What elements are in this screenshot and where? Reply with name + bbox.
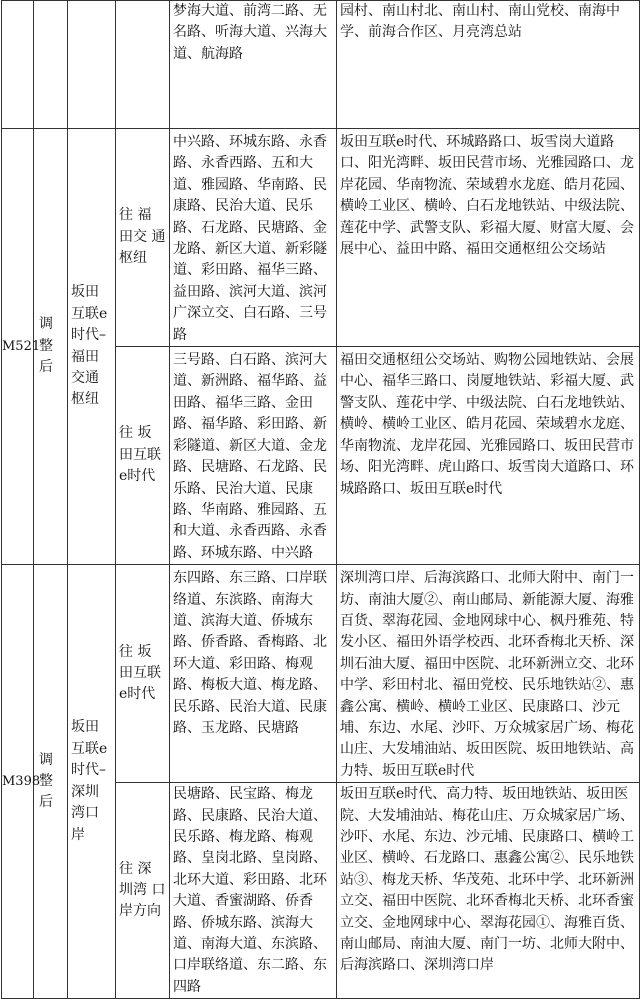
continuation-row: [2, 1, 640, 129]
route-line-name: 坂田互联e时代–福田交通枢纽: [68, 129, 116, 565]
stop-list: 深圳湾口岸、后海滨路口、北师大附中、南门一坊、南油大厦②、南山邮局、新能源大厦、海雅百货、翠海花园、金地网球中心、枫丹雅苑、特发小区、福田外语学校西、北环香梅北天桥、深圳石油大厦、福田中医院、北环新洲立交、北环中学、彩田村北、福田党校、民乐地铁站②、惠鑫公寓、横岭、横岭工业区、民康路口、沙元埔、东边、水尾、沙吓、万众城家居广场、梅花山庄、大发埔油站、坂田医院、坂田地铁站、高力特、坂田互联e时代: [337, 565, 640, 783]
direction-cell-empty: [116, 1, 170, 129]
road-list: 三号路、白石路、滨河大道、新洲路、福华路、益田路、福华三路、金田路、福华路、彩田路、新彩隧道、新区大道、金龙路、民塘路、石龙路、民乐路、民治大道、民康路、华南路、雅园路、五和大道、永香西路、永香路、环城东路、中兴路: [170, 347, 337, 565]
route-cell-empty: [2, 1, 34, 129]
stop-list: 福田交通枢纽公交场站、购物公园地铁站、会展中心、福华三路口、岗厦地铁站、彩福大厦、武警支队、莲花中学、中级法院、白石龙地铁站、横岭、横岭工业区、皓月花园、荣域碧水龙庭、华南物流、龙岸花园、光雅园路口、坂田民营市场、阳光湾畔、虎山路口、坂雪岗大道路口、环城路路口、坂田互联e时代: [337, 347, 640, 565]
route-line-name: 坂田互联e时代–深圳湾口岸: [68, 565, 116, 999]
stop-list: 园村、南山村北、南山村、南山党校、南海中学、前海合作区、月亮湾总站: [337, 1, 640, 129]
road-list: 东四路、东三路、口岸联络道、东滨路、南海大道、滨海大道、侨城东路、侨香路、香梅路、北环大道、彩田路、梅观路、梅板大道、梅龙路、民乐路、民治大道、民康路、玉龙路、民塘路: [170, 565, 337, 783]
route-number: M398: [2, 565, 34, 999]
road-list: 中兴路、环城东路、永香路、永香西路、五和大道、雅园路、华南路、民康路、民治大道、民乐路、石龙路、民塘路、金龙路、新区大道、新彩隧道、彩田路、福华三路、益田路、滨河大道、滨河广深立交、白石路、三号路: [170, 129, 337, 347]
direction-label: 往 坂 田互联e时代: [116, 347, 170, 565]
stop-list: 坂田互联e时代、高力特、坂田地铁站、坂田医院、大发埔油站、梅花山庄、万众城家居广场、沙吓、水尾、东边、沙元埔、民康路口、横岭工业区、横岭、石龙路口、惠鑫公寓②、民乐地铁站③、梅龙天桥、华茂苑、北环中学、北环新洲立交、福田中医院、北环香梅北天桥、北环香蜜立交、金地网球中心、翠海花园①、海雅百货、南山邮局、南油大厦、南门一坊、北师大附中、后海滨路口、深圳湾口岸: [337, 783, 640, 999]
route-row: [2, 565, 640, 783]
line-cell-empty: [68, 1, 116, 129]
bus-route-table: [1, 0, 640, 999]
route-row: [2, 129, 640, 347]
stop-list: 坂田互联e时代、环城路路口、坂雪岗大道路口、阳光湾畔、坂田民营市场、光雅园路口、龙岸花园、华南物流、荣域碧水龙庭、皓月花园、横岭工业区、横岭、白石龙地铁站、中级法院、莲花中学、武警支队、彩福大厦、财富大厦、会展中心、益田中路、福田交通枢纽公交场站: [337, 129, 640, 347]
status-cell-empty: [34, 1, 68, 129]
direction-label: 往 深 圳湾 口 岸方向: [116, 783, 170, 999]
route-status: 调 整后: [34, 129, 68, 565]
direction-label: 往 坂 田互联e时代: [116, 565, 170, 783]
road-list: 民塘路、民宝路、梅龙路、民康路、民治大道、民乐路、梅龙路、梅观路、皇岗北路、皇岗路、北环大道、彩田路、北环大道、香蜜湖路、侨香路、侨城东路、滨海大道、南海大道、东滨路、口岸联络道、东二路、东四路: [170, 783, 337, 999]
route-number: M521: [2, 129, 34, 565]
direction-label: 往 福 田交 通 枢纽: [116, 129, 170, 347]
route-status: 调 整后: [34, 565, 68, 999]
road-list: 梦海大道、前湾二路、无名路、听海大道、兴海大道、航海路: [170, 1, 337, 129]
